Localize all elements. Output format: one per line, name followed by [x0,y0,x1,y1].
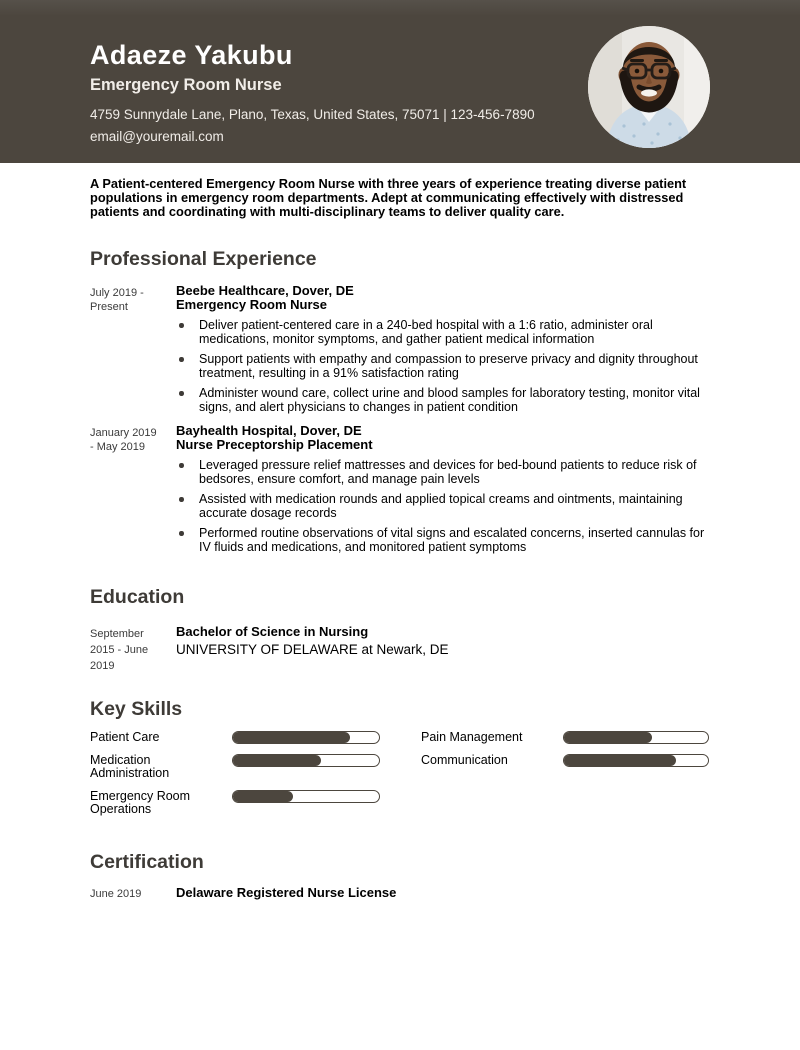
company-name: Beebe Healthcare, Dover, DE [176,283,354,299]
skill-row [421,753,709,768]
date-line: January 2019 [90,427,157,440]
skill-progress-fill [233,755,321,766]
skill-row [90,753,380,781]
experience-bullet-list [176,318,710,414]
skill-label: Pain Management [421,730,523,745]
education-entry [90,624,710,674]
experience-bullet-list [176,458,710,554]
profile-photo-illustration [588,26,710,148]
skill-row [90,730,380,745]
certification-name: Delaware Registered Nurse License [176,884,397,900]
date-line: September [90,628,144,641]
skill-progress-bar [232,754,380,767]
skill-progress-fill [233,732,350,743]
skill-label: Patient Care [90,730,160,745]
header-banner [0,0,800,163]
experience-dates [90,424,176,560]
degree-name: Bachelor of Science in Nursing [176,624,369,640]
role-title: Emergency Room Nurse [176,297,327,313]
skills-column-left [90,730,380,825]
skill-label: Emergency Room Operations [90,788,191,817]
experience-details [176,284,710,420]
experience-bullet: Support patients with empathy and compassion to preserve privacy and dignity throughout treatment, resulting in a 91% satisfaction rating [176,352,706,380]
company-name: Bayhealth Hospital, Dover, DE [176,423,362,439]
experience-entry [90,424,710,560]
skills-grid [90,730,710,825]
school-name: UNIVERSITY OF DELAWARE at Newark, DE [176,642,449,658]
section-heading-education: Education [90,586,185,609]
experience-dates [90,284,176,420]
contact-address-phone: 4759 Sunnydale Lane, Plano, Texas, United States, 75071 | 123-456-7890 [90,106,535,122]
date-line: June 2019 [90,887,142,900]
skill-progress-bar [232,731,380,744]
section-heading-skills: Key Skills [90,698,183,721]
certification-entry [90,885,710,901]
date-line: 2019 [90,660,115,673]
summary-paragraph: A Patient-centered Emergency Room Nurse with three years of experience treating diverse patient populations in emergency room departments. Adept at communicating effectively with distressed patients and coordinating with multi-disciplinary teams to deliver quality care. [90,176,687,219]
education-dates [90,624,176,674]
skill-label: Communication [421,752,508,767]
skill-progress-fill [564,755,676,766]
experience-entry [90,284,710,420]
skill-progress-bar [232,790,380,803]
skill-progress-fill [564,732,652,743]
date-line: Present [90,301,128,314]
section-heading-experience: Professional Experience [90,248,317,271]
certification-details [176,885,710,901]
skill-row [421,730,709,745]
date-line: - May 2019 [90,441,146,454]
experience-bullet: Administer wound care, collect urine and blood samples for laboratory testing, monitor vital signs, and alert physicians to changes in patient condition [176,386,706,414]
certification-dates [90,885,176,901]
role-title: Nurse Preceptorship Placement [176,437,373,453]
date-line: July 2019 - [90,287,144,300]
section-heading-certification: Certification [90,850,204,873]
skills-column-right [421,730,709,825]
experience-bullet: Performed routine observations of vital signs and escalated concerns, inserted cannulas for IV fluids and medications, and monitored patient symptoms [176,526,706,554]
person-name: Adaeze Yakubu [90,40,293,70]
skill-label: Medication Administration [90,752,170,781]
resume-body [90,177,710,901]
experience-bullet: Deliver patient-centered care in a 240-bed hospital with a 1:6 ratio, administer oral medications, monitor symptoms, and gather patient medical information [176,318,706,346]
skill-row [90,789,380,817]
skill-progress-fill [233,791,293,802]
experience-bullet: Leveraged pressure relief mattresses and devices for bed-bound patients to reduce risk of bedsores, ensure comfort, and manage pain levels [176,458,706,486]
person-job-title: Emergency Room Nurse [90,75,282,94]
profile-photo [588,26,710,148]
date-line: 2015 - June [90,644,149,657]
experience-bullet: Assisted with medication rounds and applied topical creams and ointments, maintaining accurate dosage records [176,492,706,520]
education-details [176,624,710,674]
experience-details [176,424,710,560]
contact-email: email@youremail.com [90,128,224,144]
skill-progress-bar [563,731,709,744]
skill-progress-bar [563,754,709,767]
